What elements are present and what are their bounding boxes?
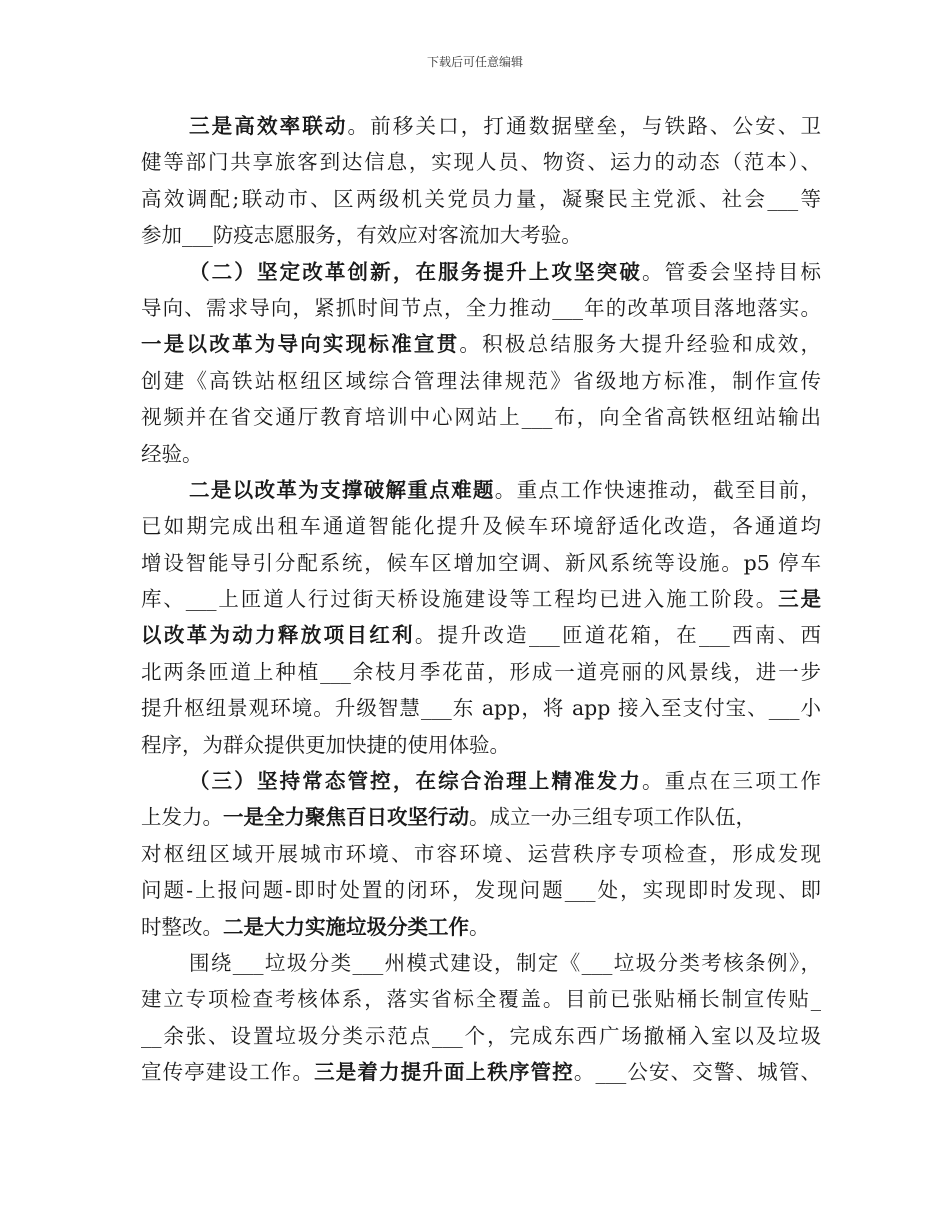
body-text: 提升枢纽景观环境。升级智慧___东 app，将 app 接入至支付宝、___小 <box>141 696 821 721</box>
body-text: 建立专项检查考核体系，落实省标全覆盖。目前已张贴桶长制宣传贴_ <box>141 987 821 1012</box>
text-line <box>141 108 821 144</box>
body-text: 创建《高铁站枢纽区域综合管理法律规范》省级地方标准，制作宣传 <box>141 368 821 393</box>
body-text: 库、___上匝道人行过街天桥设施建设等工程均已进入施工阶段。 <box>141 587 779 612</box>
body-text: 上发力。 <box>141 805 223 830</box>
body-text: 问题-上报问题-即时处置的闭环，发现问题___处，实现即时发现、即 <box>141 878 821 903</box>
bold-heading-text: 一是全力聚焦百日攻坚行动 <box>223 805 469 830</box>
body-text: 围绕___垃圾分类___州模式建设，制定《___垃圾分类考核条例》， <box>189 950 821 975</box>
text-line <box>141 690 821 726</box>
text-line <box>141 617 821 653</box>
bold-heading-text: 三是 <box>778 587 822 612</box>
body-text: 。重点工作快速推动，截至目前， <box>494 477 821 502</box>
text-line <box>141 727 821 763</box>
body-text: 视频并在省交通厅教育培训中心网站上___布，向全省高铁枢纽站输出 <box>141 405 821 430</box>
bold-heading-text: 三是着力提升面上秩序管控 <box>314 1060 574 1085</box>
body-text: 已如期完成出租车通道智能化提升及候车环境舒适化改造，各通道均 <box>141 514 821 539</box>
body-text: 。积极总结服务大提升经验和成效， <box>459 332 822 357</box>
body-text: 经验。 <box>141 441 203 466</box>
text-line <box>141 581 821 617</box>
bold-heading-text: （三）坚持常态管控，在综合治理上精准发力 <box>189 769 642 794</box>
body-text: 。管委会坚持目标 <box>641 259 822 284</box>
text-line <box>141 981 821 1017</box>
body-text: 健等部门共享旅客到达信息，实现人员、物资、运力的动态（范本）、 <box>141 150 821 175</box>
bold-heading-text: 一是以改革为导向实现标准宣贯 <box>141 332 460 357</box>
text-line <box>141 909 821 945</box>
text-line <box>141 763 821 799</box>
body-text: 高效调配;联动市、区两级机关党员力量，凝聚民主党派、社会___等 <box>141 186 821 211</box>
body-text: 。提升改造___匝道花箱，在___西南、西 <box>414 623 822 648</box>
document-body <box>141 108 821 1091</box>
text-line <box>141 472 821 508</box>
body-text: 时整改。 <box>141 914 223 939</box>
text-line <box>141 508 821 544</box>
text-line <box>141 872 821 908</box>
bold-heading-text: 以改革为动力释放项目红利 <box>141 623 415 648</box>
bold-heading-text: （二）坚定改革创新，在服务提升上攻坚突破 <box>189 259 642 284</box>
text-line <box>141 399 821 435</box>
text-line <box>141 290 821 326</box>
body-text: 北两条匝道上种植___余枝月季花苗，形成一道亮丽的风景线，进一步 <box>141 659 821 684</box>
text-line <box>141 181 821 217</box>
page-header: 下载后可任意编辑 <box>426 55 523 69</box>
body-text: 参加___防疫志愿服务，有效应对客流加大考验。 <box>141 223 582 248</box>
bold-heading-text: 三是高效率联动 <box>189 114 348 138</box>
body-text: 程序，为群众提供更加快捷的使用体验。 <box>141 732 510 757</box>
body-text: 。成立一办三组专项工作队伍， <box>469 805 756 830</box>
bold-heading-text: 二是以改革为支撑破解重点难题 <box>189 477 495 502</box>
text-line <box>141 654 821 690</box>
body-text: __余张、设置垃圾分类示范点___个，完成东西广场撤桶入室以及垃圾 <box>141 1023 821 1048</box>
text-line <box>141 1018 821 1054</box>
text-line <box>141 326 821 362</box>
body-text: 。重点在三项工作 <box>641 769 822 794</box>
body-text: 。前移关口，打通数据壁垒，与铁路、公安、卫 <box>347 114 822 138</box>
body-text: 。 <box>469 914 490 939</box>
body-text: 导向、需求导向，紧抓时间节点，全力推动___年的改革项目落地落实。 <box>141 295 821 320</box>
text-line <box>141 945 821 981</box>
bold-heading-text: 二是大力实施垃圾分类工作 <box>223 914 469 939</box>
text-line <box>141 545 821 581</box>
text-line <box>141 363 821 399</box>
text-line <box>141 799 821 835</box>
text-line <box>141 144 821 180</box>
body-text: 宣传亭建设工作。 <box>141 1060 315 1085</box>
text-line <box>141 217 821 253</box>
text-line <box>141 436 821 472</box>
body-text: 对枢纽区域开展城市环境、市容环境、运营秩序专项检查，形成发现 <box>141 841 821 866</box>
text-line <box>141 1054 821 1090</box>
body-text: 增设智能导引分配系统，候车区增加空调、新风系统等设施。p5 停车 <box>141 550 821 575</box>
text-line <box>141 836 821 872</box>
body-text: 。___公安、交警、城管、 <box>573 1060 822 1085</box>
text-line <box>141 254 821 290</box>
